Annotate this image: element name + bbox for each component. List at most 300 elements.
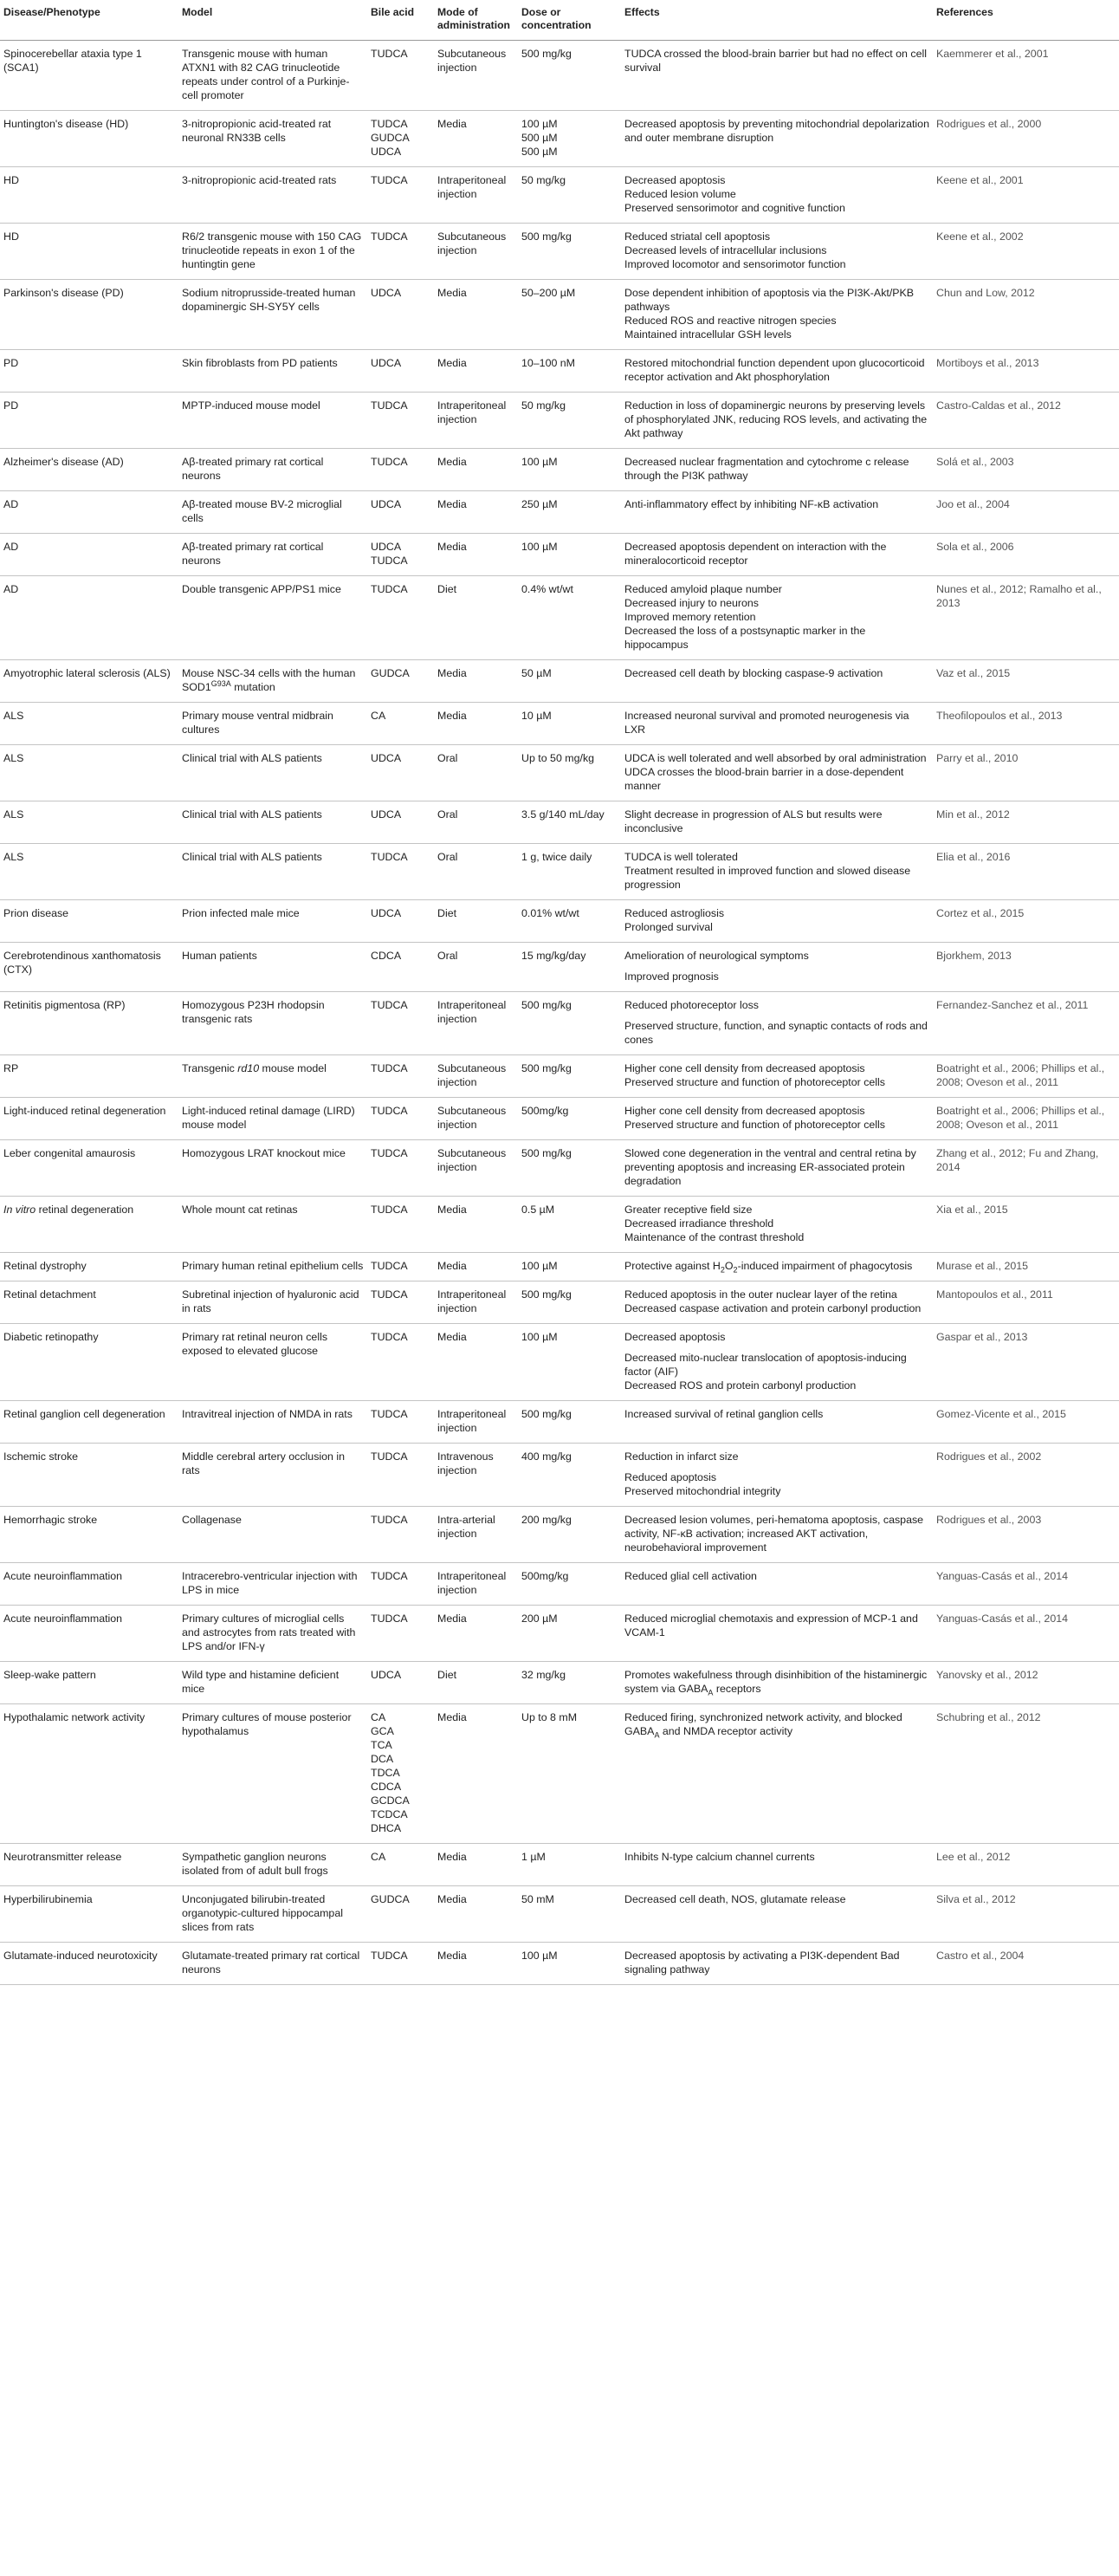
dose-cell-line: 500 µM [521,146,558,158]
disease-cell: HD [0,167,178,224]
disease-cell: ALS [0,844,178,900]
model-cell: Clinical trial with ALS patients [178,745,367,801]
disease-cell: Parkinson's disease (PD) [0,280,178,350]
table-row [0,703,1119,745]
dose-cell-line: Up to 8 mM [521,1711,578,1723]
header-references: References [933,0,1119,41]
references-cell: Min et al., 2012 [933,801,1119,844]
references-cell: Silva et al., 2012 [933,1886,1119,1943]
references-cell: Boatright et al., 2006; Phillips et al., 2008; Oveson et al., 2011 [933,1098,1119,1140]
disease-cell: ALS [0,703,178,745]
bile-acid-cell-line: TUDCA [371,1288,408,1301]
effects-cell-line: Reduction in loss of dopaminergic neurons by preserving levels of phosphorylated JNK, reducing ROS levels, and activating the Akt pathway [624,399,928,439]
mode-cell: Diet [434,900,518,943]
effects-cell-line: Restored mitochondrial function dependent upon glucocorticoid receptor activation and Akt phosphorylation [624,357,925,383]
model-cell: Subretinal injection of hyaluronic acid in rats [178,1282,367,1324]
bile-acid-cell-line: TUDCA [371,1570,408,1582]
effects-cell-line: Preserved structure and function of photoreceptor cells [624,1076,885,1088]
header-model: Model [178,0,367,41]
effects-cell-line: Maintained intracellular GSH levels [624,328,792,341]
effects-cell-line: Reduced firing, synchronized network activity, and blocked $GABA_A$ and NMDA receptor activity [624,1711,902,1740]
effects-cell-line: Improved memory retention [624,611,756,623]
table-row [0,1704,1119,1844]
bile-acid-cell-line: UDCA [371,498,402,510]
table-row [0,1563,1119,1606]
effects-cell [621,350,933,393]
table-row [0,1606,1119,1662]
effects-cell [621,1324,933,1401]
dose-cell-line: 200 µM [521,1612,558,1625]
mode-cell: Oral [434,801,518,844]
references-cell: Zhang et al., 2012; Fu and Zhang, 2014 [933,1140,1119,1197]
bile-acid-cell [367,900,434,943]
effects-cell-line: Prolonged survival [624,921,713,933]
references-cell: Fernandez-Sanchez et al., 2011 [933,992,1119,1055]
dose-cell [518,350,621,393]
references-cell: Joo et al., 2004 [933,491,1119,534]
references-cell: Rodrigues et al., 2000 [933,111,1119,167]
bile-acid-cell-line: DCA [371,1753,394,1765]
dose-cell [518,393,621,449]
model-cell: 3-nitropropionic acid-treated rats [178,167,367,224]
effects-cell [621,1886,933,1943]
table-row [0,1943,1119,1985]
mode-cell: Intraperitoneal injection [434,167,518,224]
disease-cell: Cerebrotendinous xanthomatosis (CTX) [0,943,178,992]
mode-cell: Intraperitoneal injection [434,1282,518,1324]
effects-cell [621,1140,933,1197]
bile-acid-cell-line: TUDCA [371,555,408,567]
mode-cell: Media [434,1704,518,1844]
effects-cell-line: TUDCA crossed the blood-brain barrier but had no effect on cell survival [624,48,927,74]
bile-acid-cell [367,449,434,491]
effects-cell-line: Reduced lesion volume [624,188,736,200]
dose-cell-line: 1 µM [521,1851,546,1863]
effects-cell-line: Reduced striatal cell apoptosis [624,230,771,243]
effects-cell-line: Reduction in infarct size [624,1450,739,1463]
effects-cell [621,576,933,660]
effects-cell [621,1943,933,1985]
bile-acid-cell-line: TUDCA [371,230,408,243]
table-row [0,1444,1119,1507]
header-row [0,0,1119,41]
effects-cell [621,491,933,534]
references-cell: Cortez et al., 2015 [933,900,1119,943]
table-row [0,992,1119,1055]
header-effects: Effects [621,0,933,41]
effects-cell-line: Slight decrease in progression of ALS but results were inconclusive [624,808,883,834]
references-cell: Schubring et al., 2012 [933,1704,1119,1844]
references-cell: Xia et al., 2015 [933,1197,1119,1253]
mode-cell: Media [434,491,518,534]
disease-cell: Sleep-wake pattern [0,1662,178,1704]
dose-cell [518,1563,621,1606]
dose-cell [518,1704,621,1844]
bile-acid-cell-line: TUDCA [371,1408,408,1420]
dose-cell [518,1844,621,1886]
bile-acid-cell [367,992,434,1055]
references-cell: Gaspar et al., 2013 [933,1324,1119,1401]
bile-acid-cell [367,1606,434,1662]
bile-acid-cell-line: TUDCA [371,1062,408,1074]
bile-acid-cell [367,745,434,801]
effects-cell-line: Decreased cell death by blocking caspase-9 activation [624,667,883,679]
bile-acid-cell [367,111,434,167]
table-row [0,111,1119,167]
model-cell: Wild type and histamine deficient mice [178,1662,367,1704]
bile-acid-cell [367,1943,434,1985]
references-cell: Theofilopoulos et al., 2013 [933,703,1119,745]
references-cell: Murase et al., 2015 [933,1253,1119,1282]
effects-cell-line: Preserved sensorimotor and cognitive function [624,202,845,214]
mode-cell: Media [434,1197,518,1253]
disease-cell: Neurotransmitter release [0,1844,178,1886]
dose-cell-line: 500mg/kg [521,1105,569,1117]
bile-acid-cell-line: CA [371,710,386,722]
dose-cell [518,745,621,801]
model-cell: Primary cultures of microglial cells and astrocytes from rats treated with LPS and/or IFN-γ [178,1606,367,1662]
table-row [0,1098,1119,1140]
references-cell: Yanguas-Casás et al., 2014 [933,1606,1119,1662]
effects-cell-line: Decreased apoptosis by preventing mitochondrial depolarization and outer membrane disruption [624,118,929,144]
model-cell: Sodium nitroprusside-treated human dopaminergic SH-SY5Y cells [178,280,367,350]
model-cell: Homozygous P23H rhodopsin transgenic rats [178,992,367,1055]
effects-cell [621,1055,933,1098]
effects-cell-line: UDCA crosses the blood-brain barrier in a dose-dependent manner [624,766,904,792]
model-cell: Primary human retinal epithelium cells [178,1253,367,1282]
effects-cell-line: Decreased ROS and protein carbonyl production [624,1379,857,1392]
table-row [0,1197,1119,1253]
header-mode: Mode of administration [434,0,518,41]
effects-cell-line: Decreased irradiance threshold [624,1217,774,1230]
mode-cell: Oral [434,844,518,900]
model-cell: Human patients [178,943,367,992]
dose-cell [518,41,621,111]
bile-acid-cell-line: TCA [371,1739,392,1751]
effects-cell [621,280,933,350]
references-cell: Solá et al., 2003 [933,449,1119,491]
table-row [0,167,1119,224]
mode-cell: Media [434,1324,518,1401]
dose-cell [518,1253,621,1282]
references-cell: Keene et al., 2001 [933,167,1119,224]
dose-cell-line: 500 µM [521,132,558,144]
model-cell: Glutamate-treated primary rat cortical neurons [178,1943,367,1985]
disease-cell: Light-induced retinal degeneration [0,1098,178,1140]
effects-cell-line: Reduced glial cell activation [624,1570,757,1582]
model-cell: 3-nitropropionic acid-treated rat neuronal RN33B cells [178,111,367,167]
disease-cell: Prion disease [0,900,178,943]
bile-acid-cell [367,167,434,224]
bile-acid-cell [367,703,434,745]
model-cell: Clinical trial with ALS patients [178,801,367,844]
disease-cell: Acute neuroinflammation [0,1563,178,1606]
disease-cell: Leber congenital amaurosis [0,1140,178,1197]
bile-acid-cell [367,534,434,576]
bile-acid-cell [367,1507,434,1563]
disease-cell: AD [0,576,178,660]
model-cell: Aβ-treated primary rat cortical neurons [178,449,367,491]
effects-cell-line: Decreased apoptosis [624,174,726,186]
disease-cell: Glutamate-induced neurotoxicity [0,1943,178,1985]
dose-cell-line: 400 mg/kg [521,1450,572,1463]
effects-cell-line: Protective against $H_2O_2$-induced impairment of phagocytosis [624,1260,913,1275]
table-row [0,660,1119,703]
model-cell: Primary cultures of mouse posterior hypothalamus [178,1704,367,1844]
effects-cell-line: Improved locomotor and sensorimotor function [624,258,846,270]
bile-acid-cell-line: TUDCA [371,48,408,60]
references-cell: Nunes et al., 2012; Ramalho et al., 2013 [933,576,1119,660]
dose-cell [518,900,621,943]
references-cell: Kaemmerer et al., 2001 [933,41,1119,111]
dose-cell-line: 500 mg/kg [521,1062,572,1074]
mode-cell: Oral [434,943,518,992]
references-cell: Gomez-Vicente et al., 2015 [933,1401,1119,1444]
effects-cell-line: Treatment resulted in improved function and slowed disease progression [624,865,911,891]
model-cell: Whole mount cat retinas [178,1197,367,1253]
references-cell: Rodrigues et al., 2003 [933,1507,1119,1563]
model-cell: Primary mouse ventral midbrain cultures [178,703,367,745]
effects-cell-line: Decreased injury to neurons [624,597,759,609]
effects-cell [621,1444,933,1507]
mode-cell: Subcutaneous injection [434,1140,518,1197]
effects-cell-line: Preserved structure and function of photoreceptor cells [624,1119,885,1131]
bile-acid-cell [367,1704,434,1844]
model-cell: Double transgenic APP/PS1 mice [178,576,367,660]
references-cell: Boatright et al., 2006; Phillips et al., 2008; Oveson et al., 2011 [933,1055,1119,1098]
header-disease: Disease/Phenotype [0,0,178,41]
table-row [0,1282,1119,1324]
table-row [0,224,1119,280]
model-cell: Unconjugated bilirubin-treated organotypic-cultured hippocampal slices from rats [178,1886,367,1943]
bile-acid-cell [367,1886,434,1943]
table-row [0,1507,1119,1563]
model-cell: MPTP-induced mouse model [178,393,367,449]
model-cell: Sympathetic ganglion neurons isolated from of adult bull frogs [178,1844,367,1886]
model-cell: Intracerebro-ventricular injection with LPS in mice [178,1563,367,1606]
mode-cell: Intra-arterial injection [434,1507,518,1563]
dose-cell-line: 1 g, twice daily [521,851,592,863]
effects-cell [621,745,933,801]
mode-cell: Intraperitoneal injection [434,1563,518,1606]
bile-acid-cell [367,1401,434,1444]
disease-cell: Huntington's disease (HD) [0,111,178,167]
effects-cell-line [624,1463,929,1470]
disease-cell: Diabetic retinopathy [0,1324,178,1401]
disease-cell: RP [0,1055,178,1098]
table-row [0,1662,1119,1704]
dose-cell-line: 100 µM [521,1260,558,1272]
bile-acid-cell-line: UDCA [371,146,402,158]
effects-cell-line [624,1344,929,1351]
bile-acid-cell-line: TUDCA [371,1450,408,1463]
effects-cell-line: Decreased cell death, NOS, glutamate release [624,1893,846,1905]
table-row [0,1886,1119,1943]
effects-cell-line: Reduced ROS and reactive nitrogen species [624,315,837,327]
bile-acid-cell [367,1253,434,1282]
table-row [0,491,1119,534]
table-row [0,1844,1119,1886]
references-cell: Keene et al., 2002 [933,224,1119,280]
effects-cell-line: Increased neuronal survival and promoted neurogenesis via LXR [624,710,909,736]
table-body [0,41,1119,1985]
disease-cell: Retinal ganglion cell degeneration [0,1401,178,1444]
dose-cell-line: 50 mg/kg [521,399,566,412]
bile-acid-cell-line: TUDCA [371,1204,408,1216]
dose-cell [518,576,621,660]
table-row [0,1055,1119,1098]
dose-cell [518,1140,621,1197]
effects-cell-line: Decreased the loss of a postsynaptic marker in the hippocampus [624,625,866,651]
bile-acid-cell-line: TUDCA [371,118,408,130]
mode-cell: Subcutaneous injection [434,224,518,280]
references-cell: Lee et al., 2012 [933,1844,1119,1886]
table-row [0,576,1119,660]
mode-cell: Media [434,534,518,576]
mode-cell: Oral [434,745,518,801]
dose-cell [518,1098,621,1140]
disease-cell: Alzheimer's disease (AD) [0,449,178,491]
model-cell: Transgenic rd10 mouse model [178,1055,367,1098]
dose-cell [518,491,621,534]
bile-acid-cell-line: TUDCA [371,1612,408,1625]
dose-cell [518,801,621,844]
dose-cell-line: 500mg/kg [521,1570,569,1582]
effects-cell [621,167,933,224]
bile-acid-cell [367,576,434,660]
dose-cell-line: 100 µM [521,1950,558,1962]
bile-acid-cell-line: UDCA [371,1669,402,1681]
table-row [0,41,1119,111]
dose-cell [518,1324,621,1401]
dose-cell-line: 100 µM [521,541,558,553]
bile-acid-cell [367,1055,434,1098]
disease-cell: Ischemic stroke [0,1444,178,1507]
bile-acid-cell [367,660,434,703]
bile-acid-cell-line: TUDCA [371,1514,408,1526]
effects-cell [621,1401,933,1444]
effects-cell [621,449,933,491]
references-cell: Sola et al., 2006 [933,534,1119,576]
references-cell: Castro-Caldas et al., 2012 [933,393,1119,449]
bile-acid-cell-line: GCDCA [371,1794,410,1807]
effects-cell-line: Preserved structure, function, and synaptic contacts of rods and cones [624,1020,928,1046]
disease-cell: Retinal detachment [0,1282,178,1324]
disease-cell: PD [0,393,178,449]
bile-acid-cell [367,1324,434,1401]
dose-cell-line: 250 µM [521,498,558,510]
dose-cell-line: 100 µM [521,118,558,130]
bile-acid-cell-line: TUDCA [371,1260,408,1272]
bile-acid-cell [367,224,434,280]
effects-cell-line: Slowed cone degeneration in the ventral and central retina by preventing apoptosis and increasing ER-associated protein degradation [624,1147,916,1187]
effects-cell [621,1606,933,1662]
table-row [0,280,1119,350]
table-row [0,900,1119,943]
bile-acid-cell-line: TUDCA [371,174,408,186]
table-row [0,745,1119,801]
effects-cell-line: Anti-inflammatory effect by inhibiting NF-κB activation [624,498,879,510]
disease-cell: Acute neuroinflammation [0,1606,178,1662]
effects-cell [621,224,933,280]
dose-cell-line: 500 mg/kg [521,48,572,60]
effects-cell-line: UDCA is well tolerated and well absorbed by oral administration [624,752,927,764]
header-dose: Dose or concentration [518,0,621,41]
dose-cell-line: 500 mg/kg [521,1408,572,1420]
bile-acid-cell-line: DHCA [371,1822,402,1834]
bile-acid-cell [367,1844,434,1886]
table-row [0,943,1119,992]
bile-acid-cell-line: UDCA [371,808,402,821]
dose-cell [518,167,621,224]
dose-cell-line: 50 mg/kg [521,174,566,186]
dose-cell [518,1055,621,1098]
references-cell: Rodrigues et al., 2002 [933,1444,1119,1507]
model-cell: Primary rat retinal neuron cells exposed to elevated glucose [178,1324,367,1401]
mode-cell: Intraperitoneal injection [434,992,518,1055]
model-cell: Light-induced retinal damage (LIRD) mouse model [178,1098,367,1140]
effects-cell-line: Decreased levels of intracellular inclusions [624,244,827,256]
dose-cell [518,1886,621,1943]
dose-cell [518,660,621,703]
dose-cell-line: 32 mg/kg [521,1669,566,1681]
bile-acid-cell-line: TUDCA [371,456,408,468]
model-cell: R6/2 transgenic mouse with 150 CAG trinucleotide repeats in exon 1 of the huntingtin gene [178,224,367,280]
dose-cell [518,1662,621,1704]
dose-cell-line: 50–200 µM [521,287,576,299]
bile-acid-cell-line: UDCA [371,287,402,299]
model-cell: Skin fibroblasts from PD patients [178,350,367,393]
effects-cell-line: Reduced photoreceptor loss [624,999,759,1011]
disease-cell: HD [0,224,178,280]
bile-acid-cell-line: GCA [371,1725,394,1737]
dose-cell [518,703,621,745]
table-row [0,1401,1119,1444]
bile-acid-cell-line: TUDCA [371,1147,408,1159]
effects-cell [621,900,933,943]
effects-cell [621,534,933,576]
bile-acid-cell-line: GUDCA [371,1893,410,1905]
references-cell: Vaz et al., 2015 [933,660,1119,703]
bile-acid-cell [367,491,434,534]
effects-cell [621,1844,933,1886]
dose-cell-line: 0.5 µM [521,1204,555,1216]
dose-cell-line: 3.5 g/140 mL/day [521,808,605,821]
bile-acid-cell-line: TDCA [371,1767,400,1779]
bile-acid-cell-line: TUDCA [371,1105,408,1117]
dose-cell-line: 500 mg/kg [521,999,572,1011]
bile-acid-cell-line: GUDCA [371,667,410,679]
effects-cell [621,111,933,167]
disease-cell: ALS [0,745,178,801]
mode-cell: Diet [434,1662,518,1704]
table-row [0,449,1119,491]
effects-cell-line: Increased survival of retinal ganglion cells [624,1408,824,1420]
disease-cell: AD [0,534,178,576]
dose-cell [518,280,621,350]
effects-cell-line: Amelioration of neurological symptoms [624,950,809,962]
model-cell: Collagenase [178,1507,367,1563]
dose-cell [518,449,621,491]
effects-cell-line: Inhibits N-type calcium channel currents [624,1851,815,1863]
effects-cell-line: Decreased lesion volumes, peri-hematoma apoptosis, caspase activity, NF-κB activation; increased AKT activation, neurobehavioral improvement [624,1514,924,1554]
effects-cell-line: TUDCA is well tolerated [624,851,738,863]
table-row [0,534,1119,576]
bile-acid-cell-line: TUDCA [371,999,408,1011]
dose-cell-line: 100 µM [521,1331,558,1343]
bile-acid-cell [367,280,434,350]
dose-cell [518,1282,621,1324]
